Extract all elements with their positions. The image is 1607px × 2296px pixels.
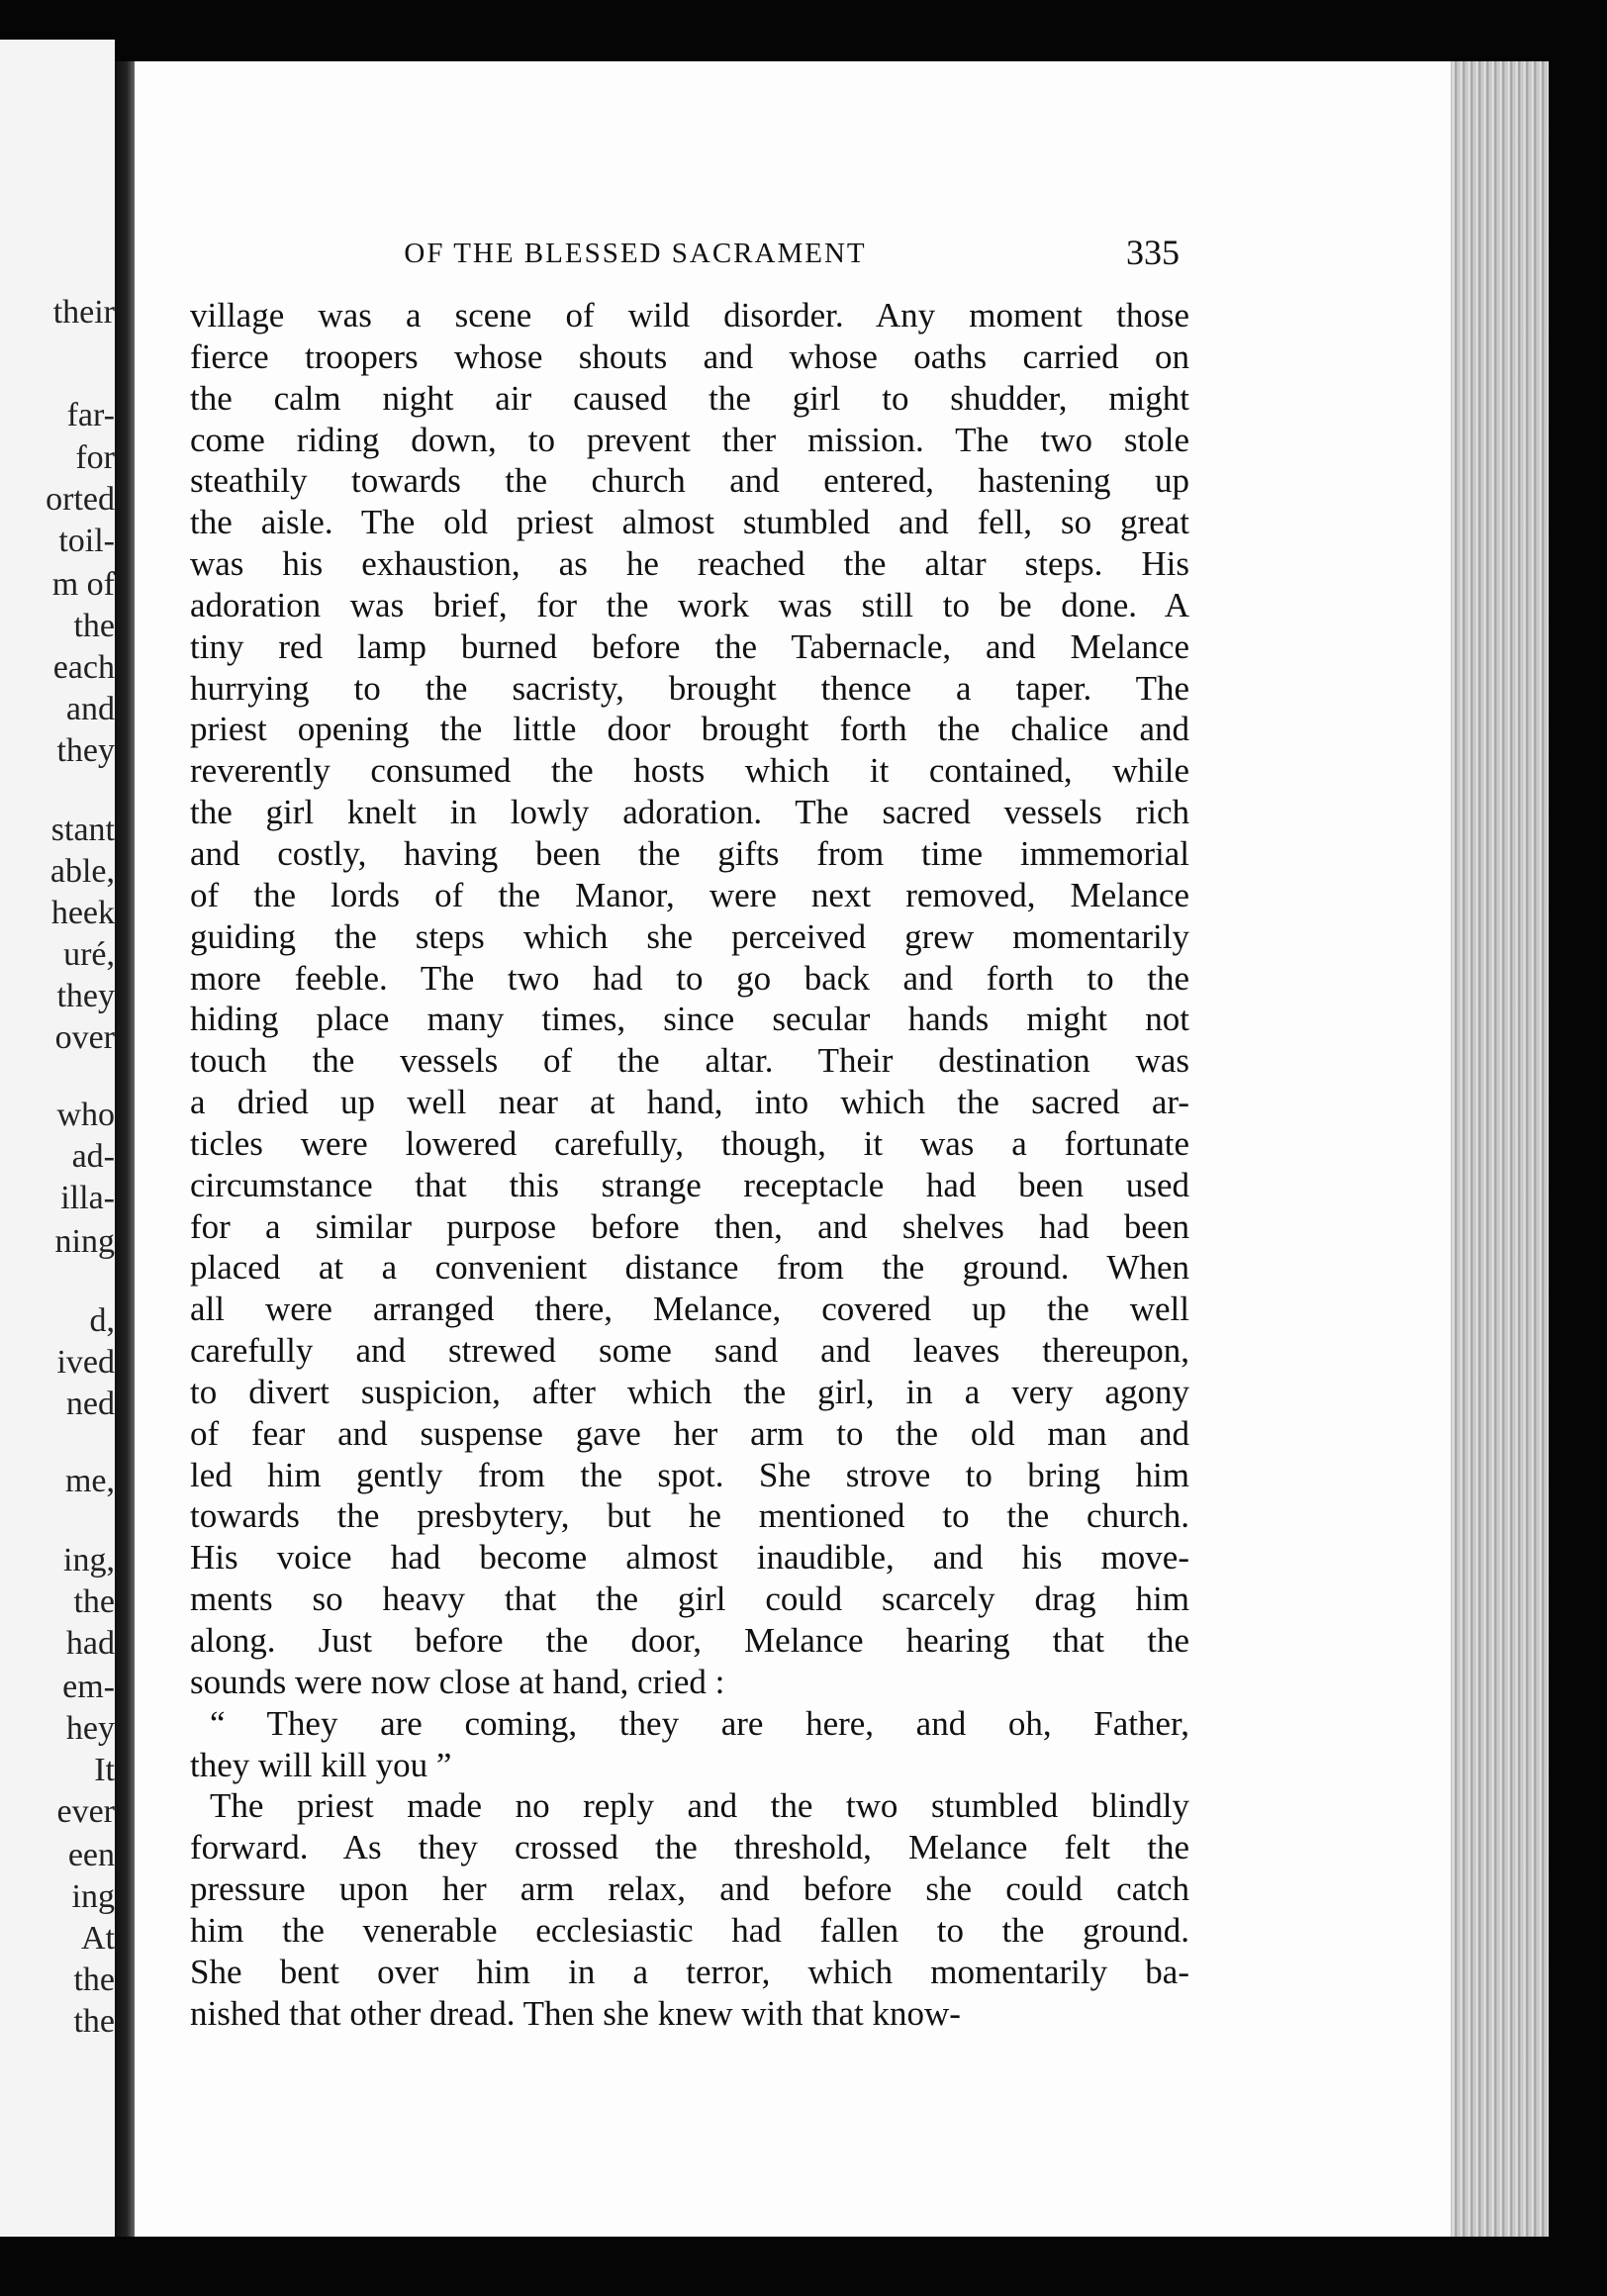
text-line: along. Just before the door, Melance hearing that the [190, 1621, 1189, 1660]
text-line: reverently consumed the hosts which it contained, while [190, 751, 1189, 791]
text-line: was his exhaustion, as he reached the altar steps. His [190, 544, 1189, 584]
text-line: fierce troopers whose shouts and whose oaths carried on [190, 336, 1189, 376]
facing-page-line: the [73, 1961, 115, 1998]
facing-page-line: me, [64, 1463, 115, 1499]
text-line: the calm night air caused the girl to shudder, might [190, 378, 1189, 418]
text-line: His voice had become almost inaudible, and his move- [190, 1538, 1189, 1578]
facing-page-line: they [56, 978, 115, 1014]
text-line: more feeble. The two had to go back and forth to the [190, 958, 1189, 998]
facing-page-line: each [52, 649, 115, 686]
facing-page-line: d, [89, 1302, 115, 1339]
text-line: all were arranged there, Melance, covered up the well [190, 1290, 1189, 1329]
facing-page-left [0, 40, 115, 2242]
text-line: and costly, having been the gifts from time immemorial [190, 833, 1189, 873]
scan-frame-top [0, 0, 1607, 61]
text-line: hurrying to the sacristy, brought thence a taper. The [190, 668, 1189, 708]
scan-frame-right [1549, 0, 1607, 2296]
text-line: tiny red lamp burned before the Tabernacle, and Melance [190, 626, 1189, 666]
facing-page-line: the [73, 1583, 115, 1620]
page-number: 335 [1126, 233, 1180, 272]
facing-page-line: ever [56, 1793, 115, 1830]
text-line: towards the presbytery, but he mentioned to the church. [190, 1496, 1189, 1536]
facing-page-line: illa- [60, 1180, 115, 1216]
text-line: him the venerable ecclesiastic had fallen to the ground. [190, 1910, 1189, 1950]
text-line: hiding place many times, since secular hands might not [190, 1000, 1189, 1039]
facing-page-line: able, [49, 853, 115, 890]
facing-page-line: ing, [63, 1542, 115, 1578]
text-line: adoration was brief, for the work was still to be done. A [190, 585, 1189, 624]
text-line: for a similar purpose before then, and shelves had been [190, 1206, 1189, 1246]
facing-page-line: toil- [58, 523, 115, 559]
text-line: a dried up well near at hand, into which the sacred ar- [190, 1083, 1189, 1122]
facing-page-line: ing [71, 1878, 115, 1915]
text-line: sounds were now close at hand, cried : [190, 1662, 725, 1701]
scan-frame-bottom [0, 2237, 1607, 2296]
facing-page-line: em- [62, 1669, 115, 1705]
text-line: of fear and suspense gave her arm to the old man and [190, 1413, 1189, 1453]
facing-page-line: een [67, 1837, 115, 1873]
facing-page-line: It [94, 1752, 115, 1788]
facing-page-line: uré, [63, 936, 115, 973]
text-line: ticles were lowered carefully, though, it was a fortunate [190, 1123, 1189, 1163]
text-line: the aisle. The old priest almost stumbled and fell, so great [190, 503, 1189, 542]
text-line: forward. As they crossed the threshold, Melance felt the [190, 1828, 1189, 1867]
facing-page-line: for [75, 439, 115, 476]
facing-page-line: heek [50, 895, 115, 931]
text-line: to divert suspicion, after which the girl, in a very agony [190, 1372, 1189, 1411]
text-line: led him gently from the spot. She strove to bring him [190, 1455, 1189, 1494]
text-line: village was a scene of wild disorder. Any moment those [190, 296, 1189, 335]
text-line: steathily towards the church and entered, hastening up [190, 461, 1189, 501]
facing-page-line: ning [54, 1223, 115, 1260]
text-line: they will kill you ” [190, 1745, 452, 1784]
facing-page-line: ived [56, 1344, 115, 1381]
facing-page-line: orted [46, 481, 115, 518]
text-line: come riding down, to prevent ther mission. The two stole [190, 420, 1189, 459]
facing-page-line: At [81, 1920, 115, 1957]
facing-page-line: the [73, 2003, 115, 2040]
text-line: the girl knelt in lowly adoration. The sacred vessels rich [190, 793, 1189, 832]
facing-page-line: and [65, 691, 115, 727]
facing-page-line: ned [65, 1386, 115, 1422]
text-line: The priest made no reply and the two stumbled blindly [210, 1786, 1189, 1826]
text-line: guiding the steps which she perceived grew momentarily [190, 916, 1189, 956]
text-line: nished that other dread. Then she knew with that know- [190, 1993, 961, 2033]
text-line: of the lords of the Manor, were next removed, Melance [190, 875, 1189, 914]
running-header: OF THE BLESSED SACRAMENT [404, 238, 867, 269]
facing-page-line: far- [66, 397, 115, 433]
facing-page-line: had [65, 1625, 115, 1662]
facing-page-line: m of [51, 566, 115, 603]
facing-page-line: who [56, 1097, 115, 1133]
facing-page-line: their [52, 294, 115, 331]
text-line: She bent over him in a terror, which momentarily ba- [190, 1952, 1189, 1991]
page-edges [1451, 61, 1549, 2237]
text-line: ments so heavy that the girl could scarcely drag him [190, 1579, 1189, 1619]
facing-page-line: they [56, 732, 115, 769]
body-text [190, 295, 1189, 2034]
text-line: pressure upon her arm relax, and before she could catch [190, 1869, 1189, 1909]
text-line: touch the vessels of the altar. Their destination was [190, 1041, 1189, 1081]
facing-page-line: the [73, 608, 115, 644]
facing-page-line: hey [65, 1710, 115, 1747]
text-line: priest opening the little door brought forth the chalice and [190, 710, 1189, 749]
book-gutter [115, 61, 135, 2237]
text-line: circumstance that this strange receptacle had been used [190, 1165, 1189, 1204]
text-line: “ They are coming, they are here, and oh, Father, [210, 1703, 1189, 1743]
facing-page-line: ad- [71, 1138, 115, 1175]
text-line: carefully and strewed some sand and leaves thereupon, [190, 1331, 1189, 1371]
facing-page-line: stant [50, 812, 115, 848]
text-line: placed at a convenient distance from the ground. When [190, 1248, 1189, 1288]
facing-page-line: over [54, 1019, 115, 1056]
